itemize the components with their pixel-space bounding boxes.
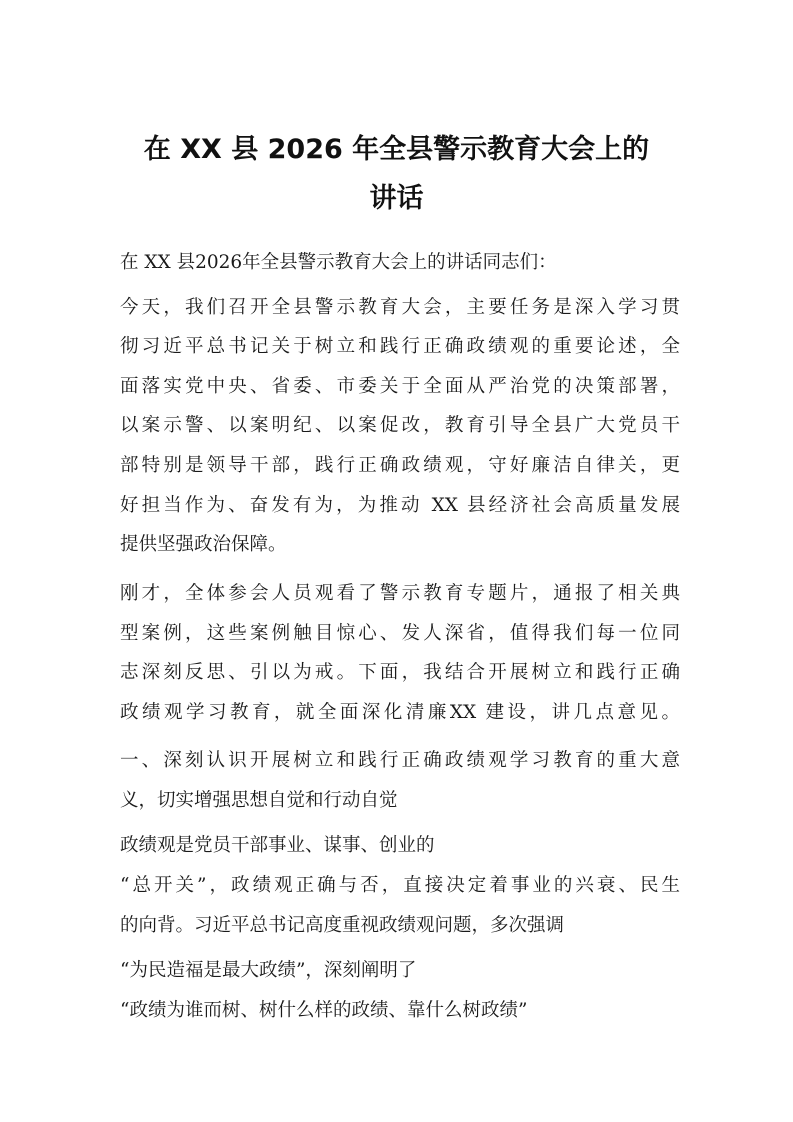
body-line: “为民造福是最大政绩”，深刻阐明了 <box>120 960 417 981</box>
body-line: “总开关”，政绩观正确与否，直接决定着事业的兴衰、民生 <box>120 875 680 896</box>
body-line: 提供坚强政治保障。 <box>120 534 287 555</box>
body-line: 彻习近平总书记关于树立和践行正确政绩观的重要论述，全 <box>120 336 680 357</box>
body-line: 部特别是领导干部，践行正确政绩观，守好廉洁自律关，更 <box>120 455 680 476</box>
body-line: 在 XX 县2026年全县警示教育大会上的讲话同志们： <box>120 252 557 273</box>
body-line: 型案例，这些案例触目惊心、发人深省，值得我们每一位同 <box>120 623 680 644</box>
document-title-line-1: 在 XX 县 2026 年全县警示教育大会上的 <box>143 134 650 165</box>
section-heading-line: 一、深刻认识开展树立和践行正确政绩观学习教育的重大意 <box>120 750 680 771</box>
body-line: “政绩为谁而树、树什么样的政绩、靠什么树政绩” <box>120 1000 528 1021</box>
body-line: 的向背。习近平总书记高度重视政绩观问题，多次强调 <box>120 915 565 936</box>
body-line: 政绩观是党员干部事业、谋事、创业的 <box>120 835 435 856</box>
body-line: 面落实党中央、省委、市委关于全面从严治党的决策部署， <box>120 376 680 397</box>
body-line: 志深刻反思、引以为戒。下面，我结合开展树立和践行正确 <box>120 662 680 683</box>
body-line: 今天，我们召开全县警示教育大会，主要任务是深入学习贯 <box>120 297 680 318</box>
body-line: 刚才，全体参会人员观看了警示教育专题片，通报了相关典 <box>120 583 680 604</box>
document-title-line-2: 讲话 <box>369 183 424 214</box>
body-line: 政绩观学习教育，就全面深化清廉XX 建设，讲几点意见。 <box>120 702 680 723</box>
body-line: 以案示警、以案明纪、以案促改，教育引导全县广大党员干 <box>120 415 680 436</box>
body-line: 好担当作为、奋发有为，为推动 XX 县经济社会高质量发展 <box>120 495 680 516</box>
section-heading-line: 义，切实增强思想自觉和行动自觉 <box>120 790 398 811</box>
